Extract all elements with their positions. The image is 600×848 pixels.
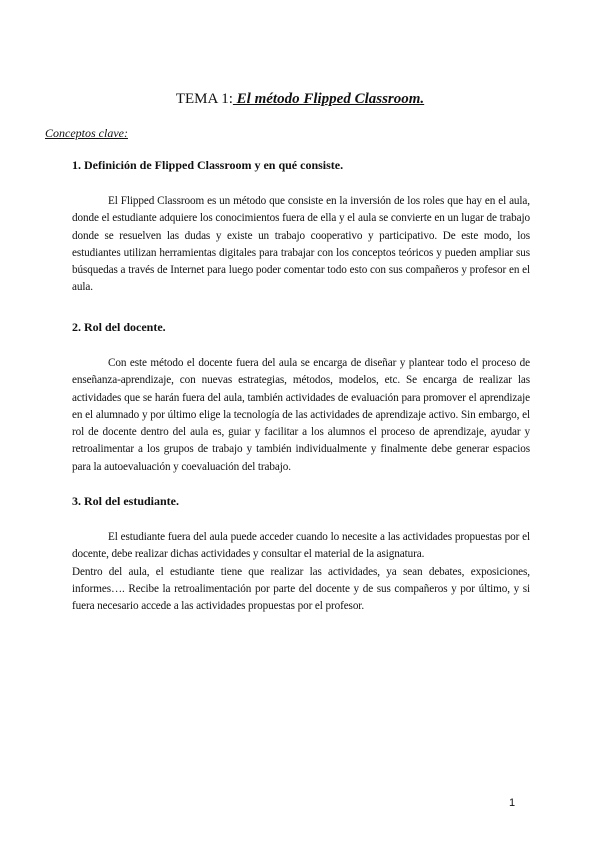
section-paragraph: El Flipped Classroom es un método que consiste en la inversión de los roles que hay en el aula, donde el estudiante adquiere los conocimientos fuera de ella y el aula se convierte en un lugar de trabajo donde se resuelven las dudas y existe un trabajo cooperativo y participativo. De este modo, los estudiantes utilizan herramientas digitales para trabajar con los conceptos teóricos y pueden ampliar sus búsquedas a través de Internet para luego poder comentar todo esto con sus compañeros y profesor en el aula. [72,195,530,294]
key-concepts-label: Conceptos clave: [45,126,128,140]
page-number: 1 [509,797,516,809]
section-heading: 2. Rol del docente. [72,320,166,334]
section-heading: 1. Definición de Flipped Classroom y en qué consiste. [72,158,344,172]
section-definition [72,158,530,297]
section-heading: 3. Rol del estudiante. [72,494,180,508]
title-prefix: TEMA 1: [175,91,233,107]
section-paragraph: Con este método el docente fuera del aula se encarga de diseñar y plantear todo el proceso de enseñanza-aprendizaje, con nuevas estrategias, métodos, modelos, etc. Se encarga de realizar las actividades que se harán fuera del aula, también actividades de evaluación para promover el aprendizaje en el alumnado y por último elige la tecnología de las actividades de aprendizaje activo. Sin embargo, el rol de docente dentro del aula es, guiar y facilitar a los alumnos el proceso de aprendizaje, ayudar y retroalimentar a los grupos de trabajo y también individualmente y finalmente debe generar espacios para la autoevaluación y coevaluación del trabajo. [72,357,530,473]
page-title [0,90,600,108]
title-main: El método Flipped Classroom. [232,91,425,107]
section-teacher-role [72,320,530,476]
section-student-role [72,494,530,615]
section-paragraph: El estudiante fuera del aula puede acceder cuando lo necesite a las actividades propuestas por el docente, debe realizar dichas actividades y consultar el material de la asignatura. [72,531,530,561]
section-paragraph: Dentro del aula, el estudiante tiene que realizar las actividades, ya sean debates, exposiciones, informes…. Recibe la retroalimentación por parte del docente y de sus compañeros y por último, y si fuera necesario accede a las actividades propuestas por el profesor. [72,565,530,613]
